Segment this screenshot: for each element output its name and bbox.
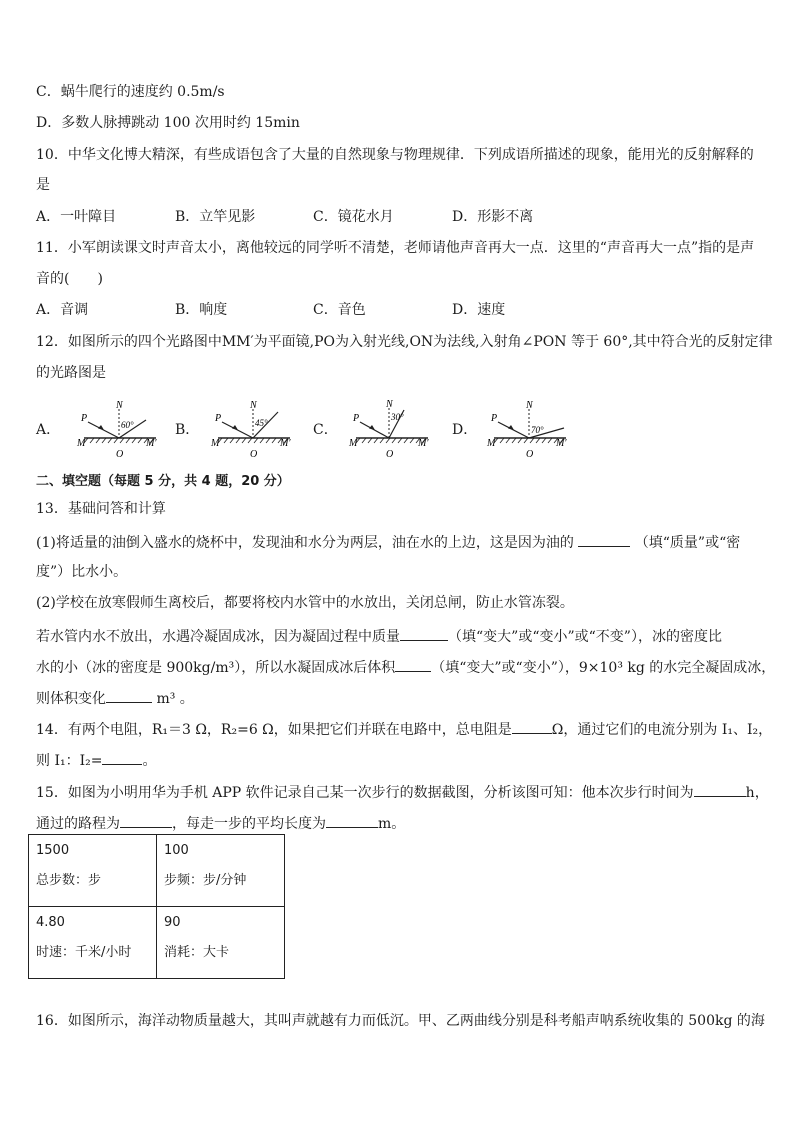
q9-option-c: C．蜗牛爬行的速度约 0.5m/s — [36, 84, 225, 100]
answer-blank[interactable] — [102, 751, 142, 765]
q12-stem-cont: 的光路图是 — [36, 365, 106, 381]
label-o: O — [250, 449, 258, 460]
reflection-diagram-a — [74, 400, 166, 466]
q11-option-c: C．音色 — [313, 302, 366, 318]
q13-part2-line4: 则体积变化 m³ 。 — [36, 691, 194, 707]
answer-blank[interactable] — [400, 627, 448, 641]
stat-label: 消耗：大卡 — [164, 945, 230, 960]
label-n: N — [526, 400, 533, 411]
label-m: M — [487, 438, 496, 449]
label-p: P — [215, 413, 222, 424]
stat-cell-calories — [157, 907, 285, 979]
label-n: N — [116, 400, 123, 411]
label-m-prime: M′ — [418, 438, 429, 449]
q11-option-b: B．响度 — [175, 302, 228, 318]
label-p: P — [81, 413, 88, 424]
label-m: M — [349, 438, 358, 449]
stat-value: 1500 — [36, 843, 70, 858]
q12-stem: 12．如图所示的四个光路图中MM′为平面镜,PO为入射光线,ON为法线,入射角∠PON 等于 60°,其中符合光的反射定律 — [36, 334, 773, 350]
label-o: O — [526, 449, 534, 460]
q13-part2: (2)学校在放寒假师生离校后，都要将校内水管中的水放出，关闭总闸，防止水管冻裂。 — [36, 595, 574, 611]
stat-cell-cadence — [157, 835, 285, 907]
q12-option-c-label: C． — [313, 422, 338, 438]
q13-part2-line3: 水的小（冰的密度是 900kg/m³），所以水凝固成冰后体积 （填“变大”或“变小”），9×10³ kg 的水完全凝固成冰， — [36, 660, 776, 676]
q10-option-a: A．一叶障目 — [36, 209, 117, 225]
stat-value: 100 — [164, 843, 189, 858]
stat-value: 90 — [164, 915, 181, 930]
reflection-diagram-d — [484, 400, 576, 466]
label-m-prime: M′ — [280, 438, 291, 449]
q14-stem-cont: 则 I₁：I₂= 。 — [36, 753, 157, 769]
q10-option-d: D．形影不离 — [452, 209, 534, 225]
q14-stem: 14．有两个电阻，R₁＝3 Ω，R₂=6 Ω，如果把它们并联在电路中，总电阻是 Ω，通过它们的电流分别为 I₁、I₂， — [36, 722, 773, 738]
q13-title: 13．基础问答和计算 — [36, 501, 166, 517]
q9-option-d: D．多数人脉搏跳动 100 次用时约 15min — [36, 115, 300, 131]
q11-stem-cont: 音的( ) — [36, 271, 103, 287]
label-p: P — [353, 413, 360, 424]
q15-stem-cont: 通过的路程为 ，每走一步的平均长度为 m。 — [36, 816, 406, 832]
label-n: N — [250, 400, 257, 411]
label-o: O — [386, 449, 394, 460]
answer-blank[interactable] — [106, 689, 152, 703]
stat-cell-total-steps — [29, 835, 157, 907]
q12-option-b-label: B． — [175, 422, 200, 438]
stat-label: 步频：步/分钟 — [164, 873, 247, 888]
angle-label: 30° — [391, 412, 404, 422]
label-p: P — [491, 413, 498, 424]
answer-blank[interactable] — [120, 814, 172, 828]
answer-blank[interactable] — [512, 720, 552, 734]
label-m: M — [211, 438, 220, 449]
q10-option-c: C．镜花水月 — [313, 209, 394, 225]
label-m: M — [77, 438, 86, 449]
answer-blank[interactable] — [326, 814, 378, 828]
answer-blank[interactable] — [578, 533, 630, 547]
q15-stem: 15．如图为小明用华为手机 APP 软件记录自己某一次步行的数据截图，分析该图可知：他本次步行时间为 h， — [36, 785, 769, 801]
q10-stem-cont: 是 — [36, 177, 50, 193]
q12-option-a-label: A． — [36, 422, 61, 438]
q11-option-d: D．速度 — [452, 302, 506, 318]
reflection-diagram-c — [346, 398, 438, 466]
answer-blank[interactable] — [395, 658, 431, 672]
stat-label: 总步数：步 — [36, 873, 102, 888]
angle-label: 60° — [121, 420, 134, 430]
angle-label: 70° — [531, 425, 544, 435]
answer-blank[interactable] — [694, 783, 746, 797]
label-n: N — [386, 399, 393, 410]
step-stats-table — [28, 834, 285, 979]
q13-part2-line2: 若水管内水不放出，水遇冷凝固成冰，因为凝固过程中质量 （填“变大”或“变小”或“不变”），冰的密度比 — [36, 629, 722, 645]
label-m-prime: M′ — [556, 438, 567, 449]
q13-part1: (1)将适量的油倒入盛水的烧杯中，发现油和水分为两层，油在水的上边，这是因为油的 （填“质量”或“密 — [36, 535, 741, 551]
stat-cell-speed — [29, 907, 157, 979]
label-m-prime: M′ — [146, 438, 157, 449]
stat-label: 时速：千米/小时 — [36, 945, 132, 960]
angle-label: 45° — [255, 418, 268, 428]
q13-part1-cont: 度”）比水小。 — [36, 564, 128, 580]
section-heading: 二、填空题（每题 5 分，共 4 题，20 分） — [36, 474, 290, 489]
reflection-diagram-b — [208, 400, 300, 466]
stat-value: 4.80 — [36, 915, 65, 930]
q11-option-a: A．音调 — [36, 302, 89, 318]
label-o: O — [116, 449, 124, 460]
q11-stem: 11．小军朗读课文时声音太小，离他较远的同学听不清楚，老师请他声音再大一点．这里的“声音再大一点”指的是声 — [36, 240, 755, 256]
q12-option-d-label: D． — [452, 422, 478, 438]
q10-stem: 10．中华文化博大精深，有些成语包含了大量的自然现象与物理规律．下列成语所描述的现象，能用光的反射解释的 — [36, 147, 754, 163]
q10-option-b: B．立竿见影 — [175, 209, 256, 225]
q16-stem: 16．如图所示，海洋动物质量越大，其叫声就越有力而低沉。甲、乙两曲线分别是科考船声呐系统收集的 500kg 的海 — [36, 1013, 765, 1029]
